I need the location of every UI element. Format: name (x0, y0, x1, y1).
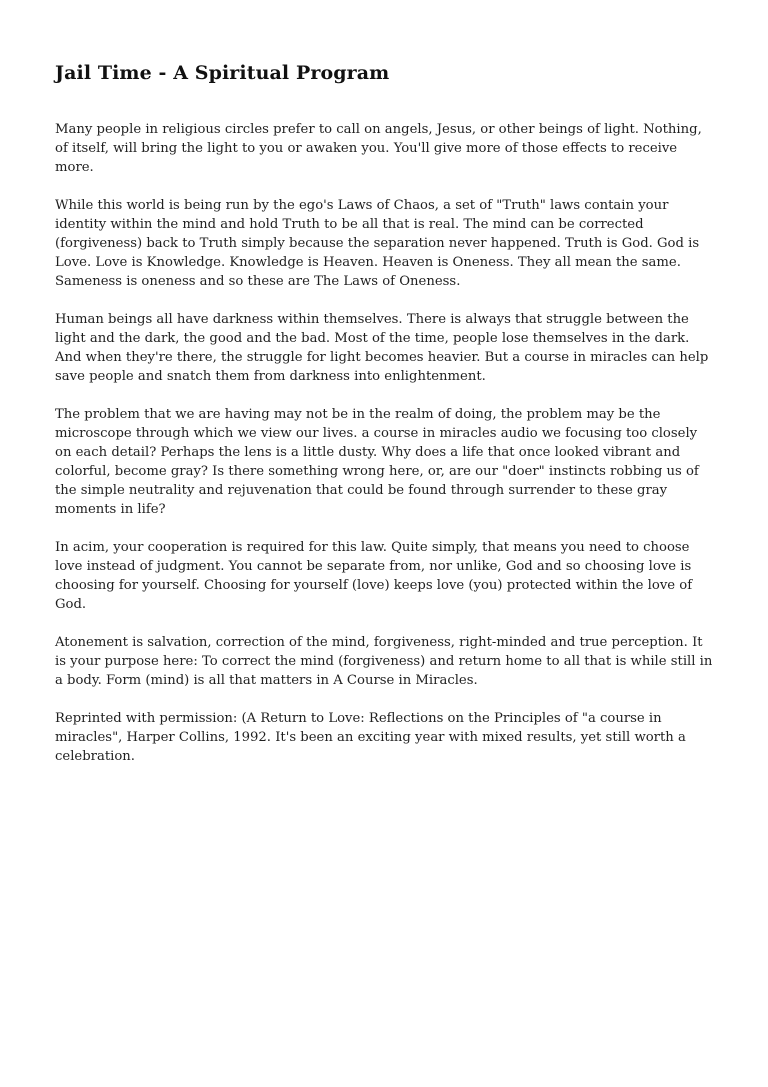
document-page (55, 60, 715, 785)
paragraph-6: Atonement is salvation, correction of the mind, forgiveness, right-minded and true perception. It is your purpose here: To correct the mind (forgiveness) and return home to all that is while still in a body. Form (mind) is all that matters in A Course in Miracles. (55, 635, 713, 688)
paragraph-4: The problem that we are having may not be in the realm of doing, the problem may be the microscope through which we view our lives. a course in miracles audio we focusing too closely on each detail? Perhaps the lens is a little dusty. Why does a life that once looked vibrant and colorful, become gray? Is there something wrong here, or, are our "doer" instincts robbing us of the simple neutrality and rejuvenation that could be found through surrender to these gray moments in life? (55, 407, 699, 517)
paragraph-1: Many people in religious circles prefer to call on angels, Jesus, or other beings of light. Nothing, of itself, will bring the light to you or awaken you. You'll give more of those effects to receive more. (55, 122, 702, 175)
paragraph-3: Human beings all have darkness within themselves. There is always that struggle between the light and the dark, the good and the bad. Most of the time, people lose themselves in the dark. And when they're there, the struggle for light becomes heavier. But a course in miracles can help save people and snatch them from darkness into enlightenment. (55, 312, 709, 384)
page-title: Jail Time - A Spiritual Program (55, 62, 390, 84)
paragraph-5: In acim, your cooperation is required for this law. Quite simply, that means you need to choose love instead of judgment. You cannot be separate from, nor unlike, God and so choosing love is choosing for yourself. Choosing for yourself (love) keeps love (you) protected within the love of God. (55, 540, 693, 612)
paragraph-2: While this world is being run by the ego's Laws of Chaos, a set of "Truth" laws contain your identity within the mind and hold Truth to be all that is real. The mind can be corrected (forgiveness) back to Truth simply because the separation never happened. Truth is God. God is Love. Love is Knowledge. Knowledge is Heaven. Heaven is Oneness. They all mean the same. Sameness is oneness and so these are The Laws of Oneness. (55, 198, 700, 289)
paragraph-7: Reprinted with permission: (A Return to Love: Reflections on the Principles of "a course in miracles", Harper Collins, 1992. It's been an exciting year with mixed results, yet still worth a celebration. (55, 711, 686, 764)
